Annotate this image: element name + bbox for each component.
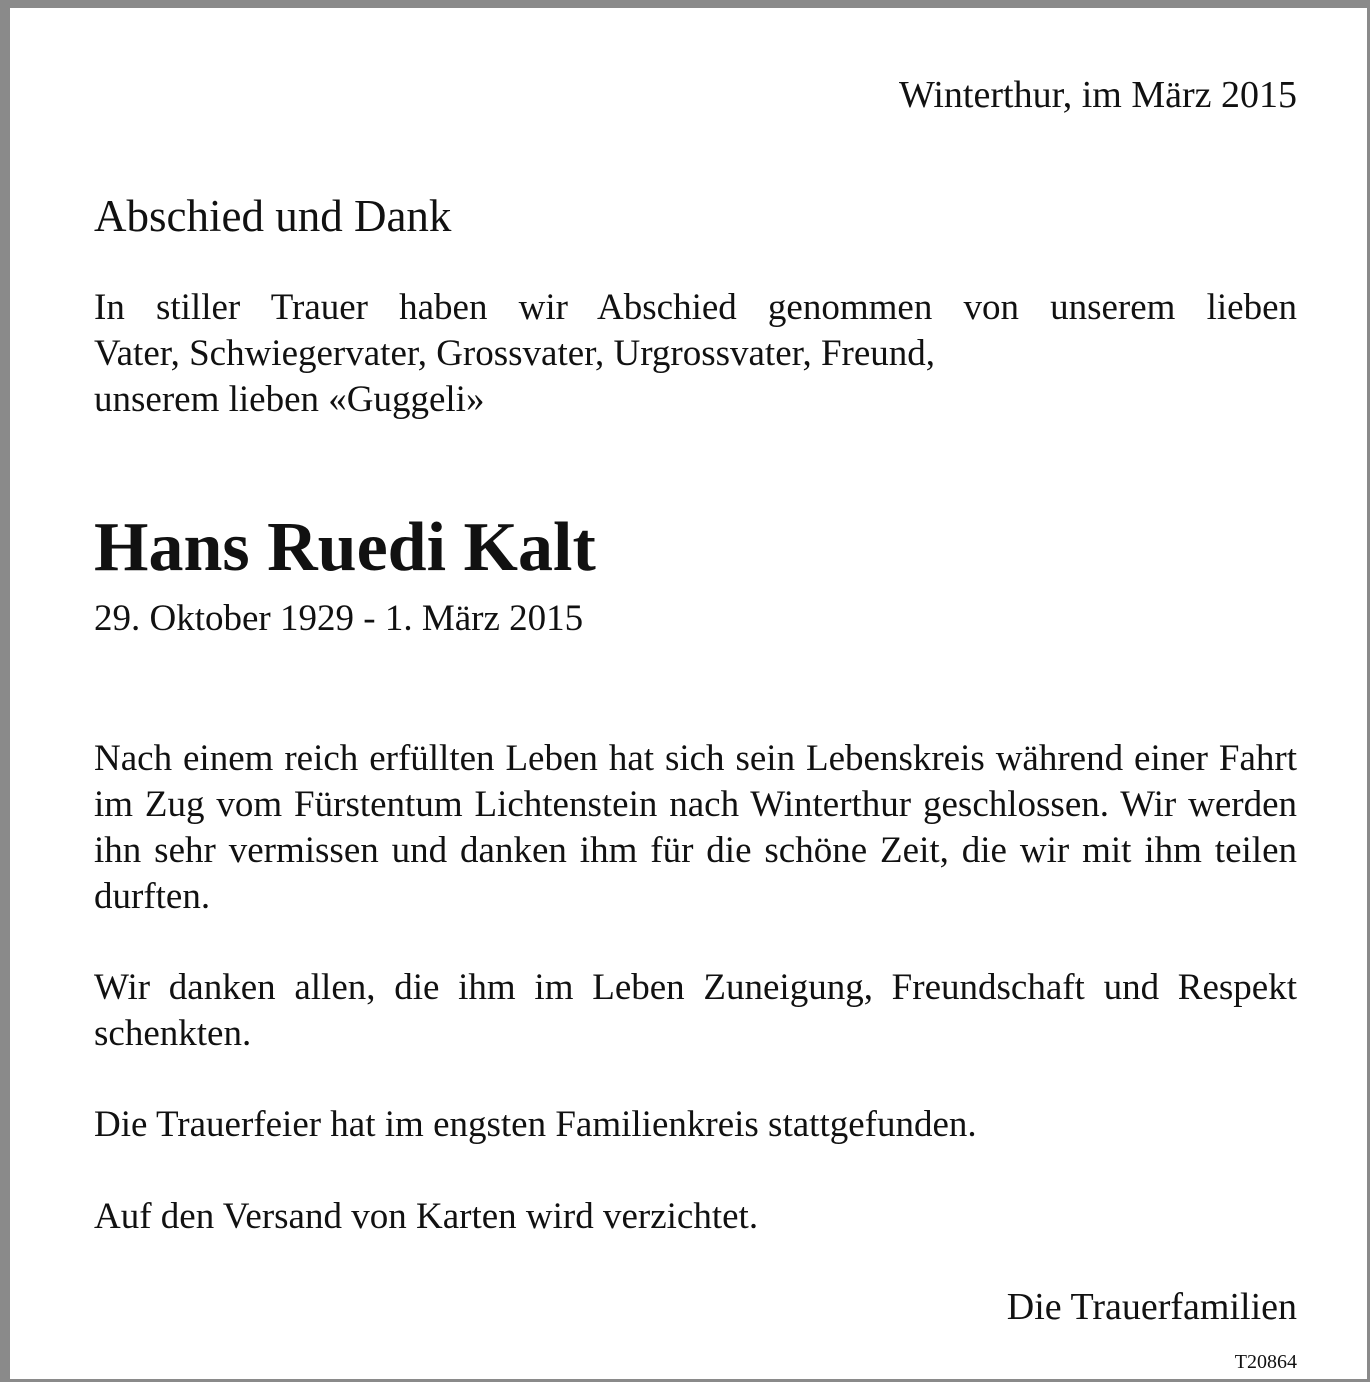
paragraph-ceremony: Die Trauerfeier hat im engsten Familienkreis stattgefunden. — [94, 1104, 977, 1145]
paragraph-life: Nach einem reich erfüllten Leben hat sich sein Lebenskreis während einer Fahrt im Zug vom Fürstentum Lichtenstein nach Winterthur geschlossen. Wir werden ihn sehr vermissen und danken ihm für die schöne Zeit, die wir mit ihm teilen durften. — [94, 738, 1297, 917]
place-date: Winterthur, im März 2015 — [899, 74, 1297, 116]
intro-text — [94, 285, 1297, 423]
intro-line-3: unserem lieben «Guggeli» — [94, 379, 485, 420]
notice-heading: Abschied und Dank — [94, 191, 452, 241]
deceased-name: Hans Ruedi Kalt — [94, 509, 596, 586]
signature: Die Trauerfamilien — [1006, 1286, 1297, 1328]
ad-code: T20864 — [1234, 1351, 1297, 1373]
intro-line-1: In stiller Trauer haben wir Abschied genommen von unserem lieben — [94, 287, 1297, 328]
life-dates: 29. Oktober 1929 - 1. März 2015 — [94, 598, 584, 639]
paragraph-thanks: Wir danken allen, die ihm im Leben Zuneigung, Freundschaft und Respekt schenkten. — [94, 967, 1297, 1054]
intro-line-2: Vater, Schwiegervater, Grossvater, Urgrossvater, Freund, — [94, 333, 936, 374]
paragraph-cards: Auf den Versand von Karten wird verzichtet. — [94, 1196, 759, 1237]
